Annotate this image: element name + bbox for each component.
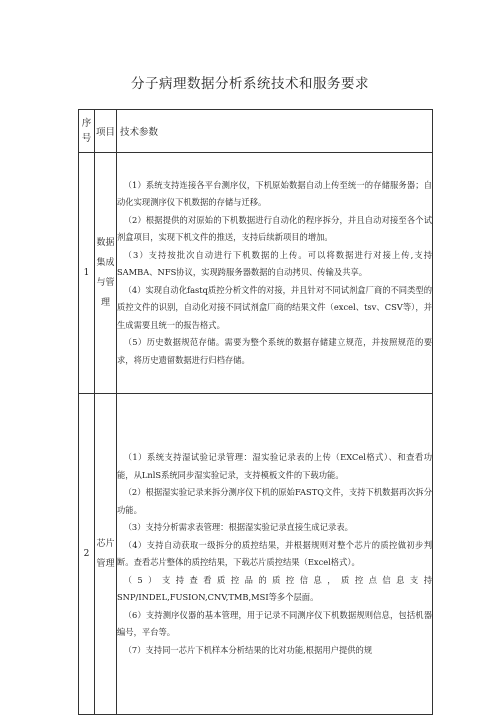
row-params xyxy=(117,394,433,715)
param-paragraph: （3）支持分析需求表管理：根据湿实验记录直接生成记录表。 xyxy=(123,522,353,532)
header-params: 技术参数 xyxy=(117,110,433,153)
param-paragraph: （3）支持按批次自动进行下机数据的上传。可以将数据进行对接上传,支持SAMBA、NFS协议，实现跨服务器数据的自动拷贝、传输及共享。 xyxy=(117,249,432,278)
param-paragraph: （2）根据湿实验记录来拆分测序仪下机的原始FASTQ文件，支持下机数据再次拆分功能。 xyxy=(117,487,432,515)
param-paragraph: （7）支持同一芯片下机样本分析结果的比对功能,根据用户提供的规 xyxy=(123,644,373,655)
param-paragraph: （4）支持自动获取一级拆分的质控结果，并根据规则对整个芯片的质控做初步判断。查看芯片整体的质控结果，下载芯片质控结果（Excel格式）。 xyxy=(117,539,432,567)
row-params xyxy=(117,153,433,394)
table-row xyxy=(79,153,433,394)
document-title: 分子病理数据分析系统技术和服务要求 xyxy=(131,76,369,92)
param-paragraph: （6）支持测序仪器的基本管理，用于记录不同测序仪下机数据规则信息，包括机器编号，平台等。 xyxy=(117,609,432,637)
param-paragraph: （5）支持查看质控品的质控信息，质控点信息支持SNP/INDEL,FUSION,CNV,TMB,MSI等多个层面。 xyxy=(117,574,432,602)
table-row xyxy=(79,394,433,715)
spec-table xyxy=(78,109,433,715)
param-paragraph: （1）系统支持连接各平台测序仪，下机原始数据自动上传至统一的存储服务器；自动化实现测序仪下机数据的存储与迁移。 xyxy=(117,179,432,208)
row-item: 芯片管理 xyxy=(95,394,117,715)
param-paragraph: （1）系统支持湿试验记录管理：湿实验记录表的上传（EXCel格式）、和查看功能，从LnlS系统同步湿实验记录，支持模板文件的下载功能。 xyxy=(117,452,432,480)
header-seq: 序号 xyxy=(79,110,95,153)
param-paragraph: （5）历史数据规范存储。需要为整个系统的数据存储建立规范，并按照规范的要求，将历史遗留数据进行归档存储。 xyxy=(117,337,432,365)
row-seq: 2 xyxy=(79,394,95,715)
table-header-row xyxy=(79,110,433,153)
param-paragraph: （4）实现自动化fastq质控分析文件的对接，并且针对不同试剂盒厂商的不同类型的质控文件的识别，自动化对接不同试剂盒厂商的结果文件（excel、tsv、CSV等），并生成需要且统一的报告格式。 xyxy=(117,284,432,330)
row-seq: 1 xyxy=(79,153,95,394)
header-item: 项目 xyxy=(95,110,117,153)
row-item: 数据集成与管理 xyxy=(95,153,117,394)
param-paragraph: （2）根据提供的对原始的下机数据进行自动化的程序拆分，并且自动对接至各个试剂盒项目，实现下机文件的推送，支持后续新项目的增加。 xyxy=(117,214,432,243)
